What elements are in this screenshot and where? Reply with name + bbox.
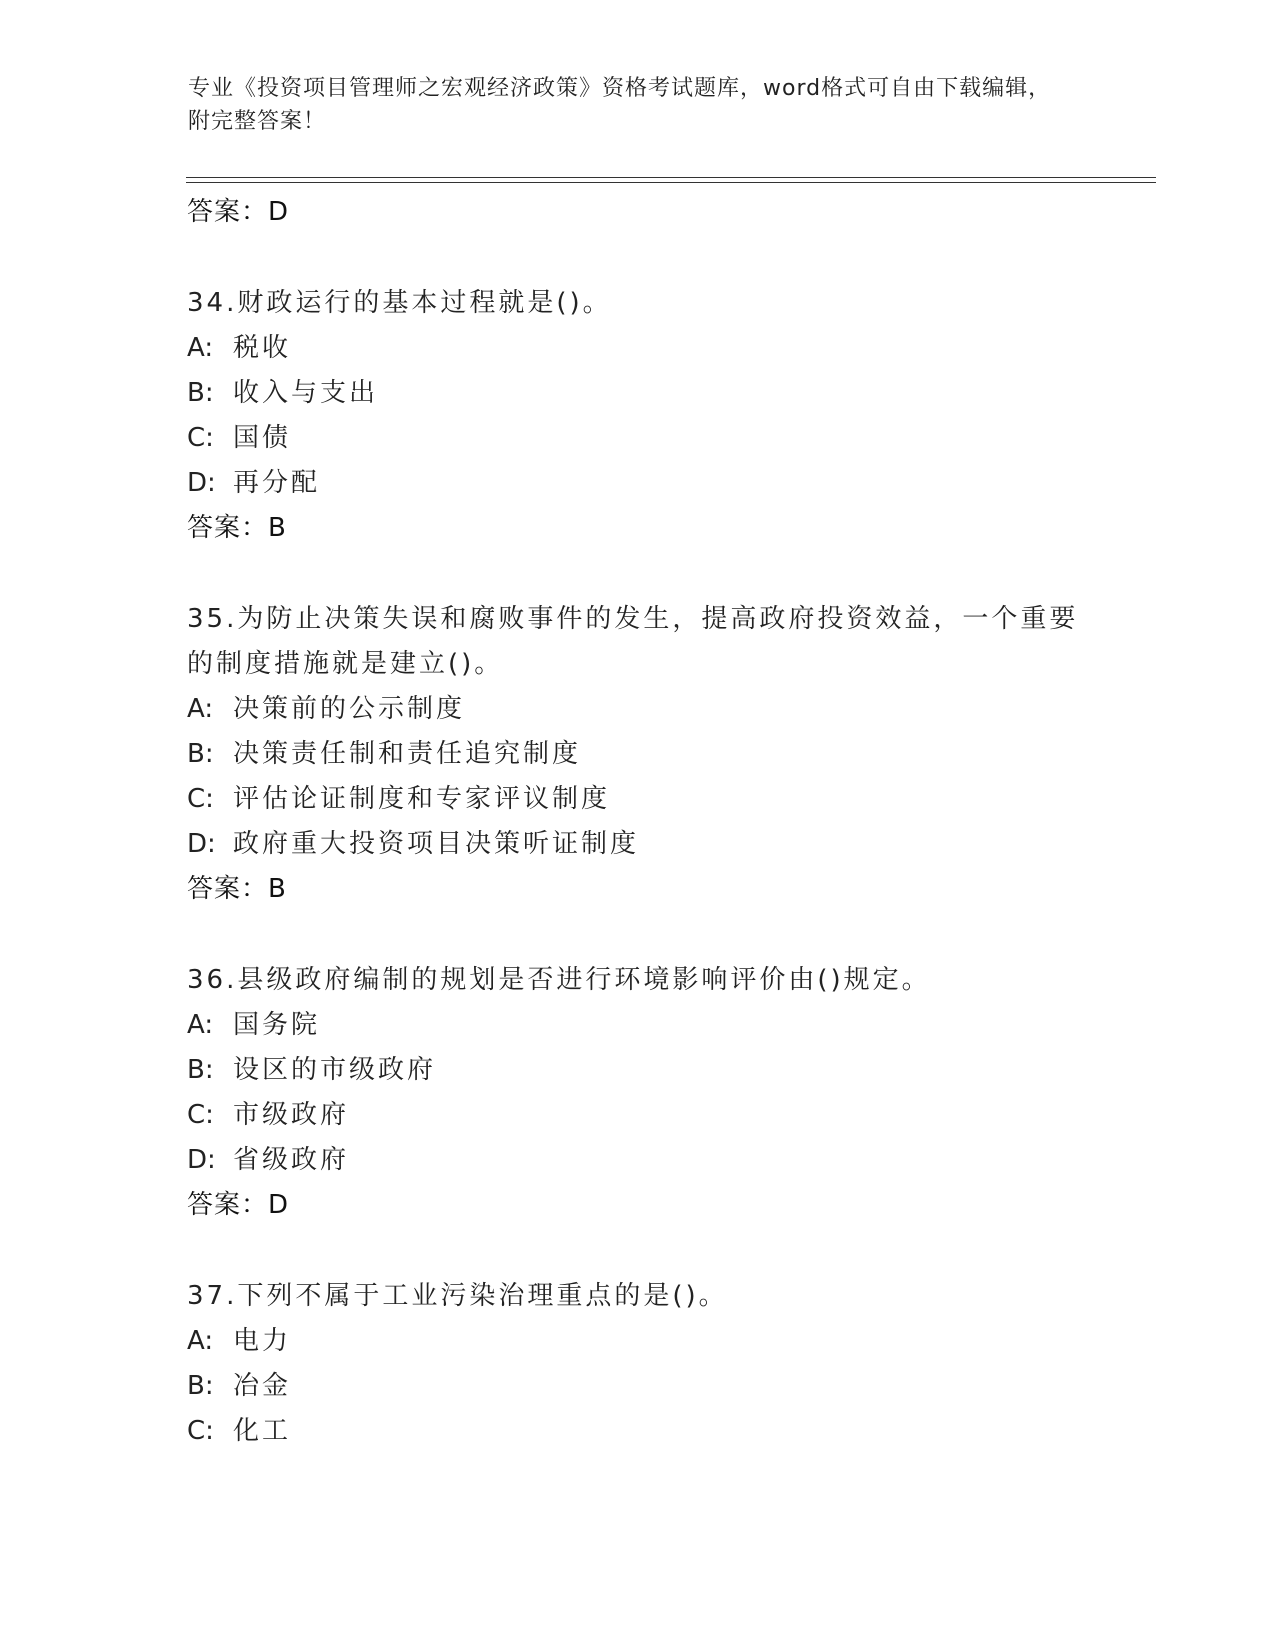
option-text: 决策责任制和责任追究制度	[233, 739, 582, 769]
option-key: B:	[187, 378, 214, 408]
answer-line: 答案：B	[187, 874, 287, 904]
option-c	[187, 777, 1087, 822]
option-key: D:	[187, 468, 216, 498]
question-text: 36.县级政府编制的规划是否进行环境影响评价由()规定。	[187, 965, 931, 995]
option-key: A:	[187, 1010, 214, 1040]
option-text: 收入与支出	[233, 378, 379, 408]
option-d	[187, 822, 1087, 867]
option-text: 国债	[233, 423, 292, 453]
option-key: C:	[187, 784, 214, 814]
option-key: A:	[187, 1326, 214, 1356]
document-header: 专业《投资项目管理师之宏观经济政策》资格考试题库，word格式可自由下载编辑，附完整答案！	[188, 76, 1052, 134]
option-text: 再分配	[233, 468, 321, 498]
option-text: 税收	[233, 333, 292, 363]
answer-line: 答案：D	[187, 1190, 290, 1220]
option-d	[187, 461, 1087, 506]
option-key: B:	[187, 1055, 214, 1085]
question-block	[187, 597, 1087, 912]
option-text: 冶金	[233, 1371, 292, 1401]
header-rule-top	[186, 177, 1156, 178]
option-key: B:	[187, 1371, 214, 1401]
option-c	[187, 1409, 1087, 1454]
option-text: 电力	[233, 1326, 292, 1356]
question-list	[187, 190, 1087, 1500]
option-key: B:	[187, 739, 214, 769]
option-key: A:	[187, 694, 214, 724]
option-c	[187, 1093, 1087, 1138]
answer-line: 答案：D	[187, 197, 290, 227]
option-text: 评估论证制度和专家评议制度	[233, 784, 611, 814]
option-text: 省级政府	[233, 1145, 350, 1175]
question-text: 34.财政运行的基本过程就是()。	[187, 288, 612, 318]
question-block	[187, 281, 1087, 551]
option-d	[187, 1138, 1087, 1183]
question-text: 35.为防止决策失误和腐败事件的发生，提高政府投资效益，一个重要的制度措施就是建立()。	[187, 604, 1079, 679]
option-text: 设区的市级政府	[233, 1055, 437, 1085]
option-text: 市级政府	[233, 1100, 350, 1130]
option-text: 国务院	[233, 1010, 321, 1040]
option-a	[187, 1003, 1087, 1048]
option-a	[187, 687, 1087, 732]
option-text: 化工	[233, 1416, 292, 1446]
option-key: C:	[187, 423, 214, 453]
answer-line: 答案：B	[187, 513, 287, 543]
option-b	[187, 1048, 1087, 1093]
option-c	[187, 416, 1087, 461]
option-key: D:	[187, 1145, 216, 1175]
option-text: 决策前的公示制度	[233, 694, 466, 724]
option-text: 政府重大投资项目决策听证制度	[233, 829, 640, 859]
question-block	[187, 1274, 1087, 1454]
option-key: A:	[187, 333, 214, 363]
option-a	[187, 326, 1087, 371]
question-block	[187, 958, 1087, 1228]
question-text: 37.下列不属于工业污染治理重点的是()。	[187, 1281, 728, 1311]
option-key: D:	[187, 829, 216, 859]
header-rule-bottom	[186, 182, 1156, 183]
option-b	[187, 732, 1087, 777]
option-b	[187, 371, 1087, 416]
option-b	[187, 1364, 1087, 1409]
option-a	[187, 1319, 1087, 1364]
option-key: C:	[187, 1416, 214, 1446]
option-key: C:	[187, 1100, 214, 1130]
previous-answer-block	[187, 190, 1087, 235]
